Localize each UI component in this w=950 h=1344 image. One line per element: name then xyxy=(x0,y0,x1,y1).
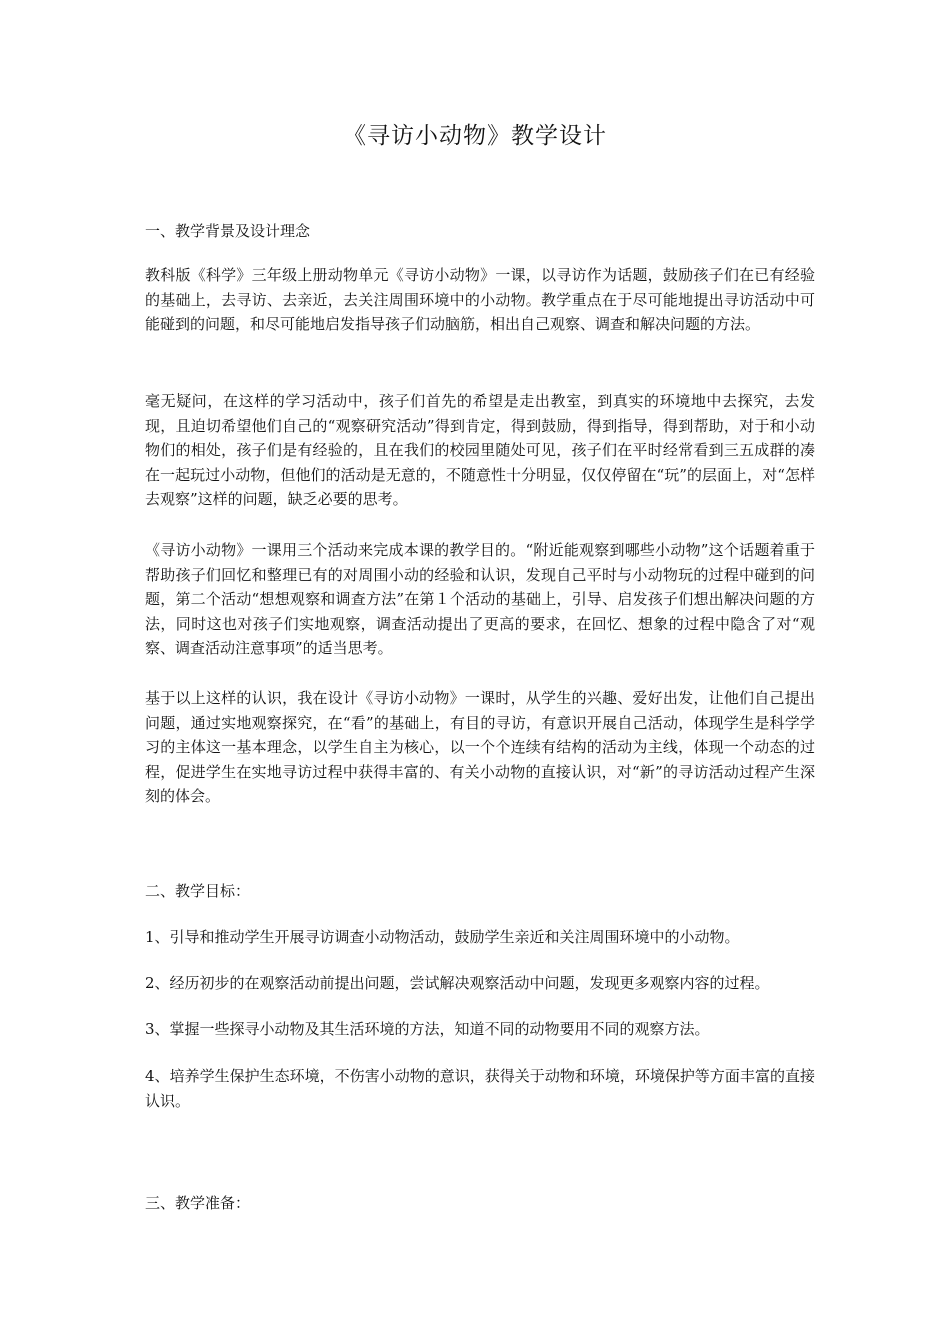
paragraph-three-activities: 《寻访小动物》一课用三个活动来完成本课的教学目的。“附近能观察到哪些小动物”这个话题着重于帮助孩子们回忆和整理已有的对周围小动的经验和认识，发现自己平时与小动物玩的过程中碰到的问题，第二个活动“想想观察和调查方法”在第１个活动的基础上，引导、启发孩子们想出解决问题的方法，同时这也对孩子们实地观察，调查活动提出了更高的要求，在回忆、想象的过程中隐含了对“观察、调查活动注意事项”的适当思考。 xyxy=(145,541,815,658)
paragraph-course-overview: 教科版《科学》三年级上册动物单元《寻访小动物》一课，以寻访作为话题，鼓励孩子们在已有经验的基础上，去寻访、去亲近，去关注周围环境中的小动物。教学重点在于尽可能地提出寻访活动中可能碰到的问题，和尽可能地启发指导孩子们动脑筋，相出自己观察、调查和解决问题的方法。 xyxy=(145,266,815,334)
objective-item: 1、引导和推动学生开展寻访调查小动物活动，鼓励学生亲近和关注周围环境中的小动物。 xyxy=(145,928,740,946)
paragraph-design-rationale: 基于以上这样的认识，我在设计《寻访小动物》一课时，从学生的兴趣、爱好出发，让他们自己提出问题，通过实地观察探究，在“看”的基础上，有目的寻访，有意识开展自己活动，体现学生是科学学习的主体这一基本理念，以学生自主为核心，以一个个连续有结构的活动为主线，体现一个动态的过程，促进学生在实地寻访过程中获得丰富的、有关小动物的直接认识，对“新”的寻访活动过程产生深刻的体会。 xyxy=(145,689,815,806)
objective-item: 4、培养学生保护生态环境，不伤害小动物的意识，获得关于动物和环境，环境保护等方面丰富的直接认识。 xyxy=(145,1067,815,1110)
paragraph-learning-activity: 毫无疑问，在这样的学习活动中，孩子们首先的希望是走出教室，到真实的环境地中去探究，去发现，且迫切希望他们自己的“观察研究活动”得到肯定，得到鼓励，得到指导，得到帮助，对于和小动物们的相处，孩子们是有经验的，且在我们的校园里随处可见，孩子们在平时经常看到三五成群的凑在一起玩过小动物，但他们的活动是无意的，不随意性十分明显，仅仅停留在“玩”的层面上，对“怎样去观察”这样的问题，缺乏必要的思考。 xyxy=(145,392,815,509)
objective-item: 3、掌握一些探寻小动物及其生活环境的方法，知道不同的动物要用不同的观察方法。 xyxy=(145,1020,710,1038)
section-heading-objectives: 二、教学目标： xyxy=(145,882,251,900)
objective-item: 2、经历初步的在观察活动前提出问题，尝试解决观察活动中问题，发现更多观察内容的过程。 xyxy=(145,974,770,992)
document-title: 《寻访小动物》教学设计 xyxy=(343,123,607,149)
section-heading-background: 一、教学背景及设计理念 xyxy=(145,222,311,240)
section-heading-preparation: 三、教学准备： xyxy=(145,1194,251,1212)
